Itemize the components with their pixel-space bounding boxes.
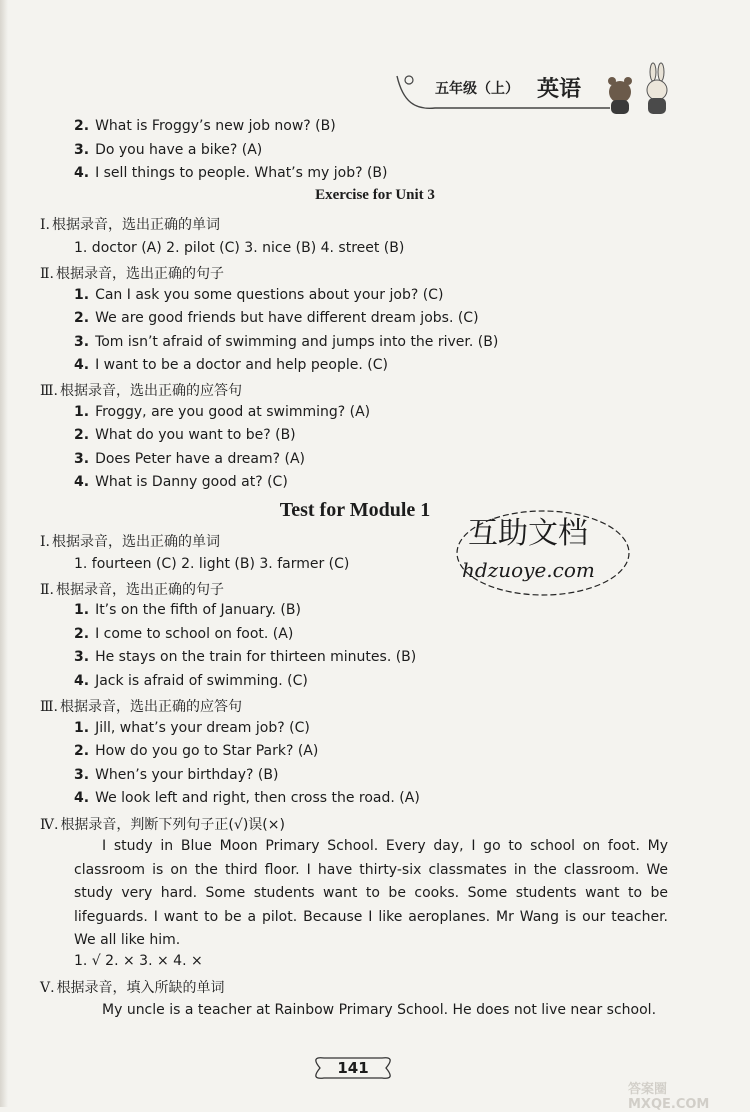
answer-line: 1. fourteen (C) 2. light (B) 3. farmer (C) (74, 556, 350, 572)
section-heading: Ⅰ. 根据录音，选出正确的单词 (40, 217, 220, 233)
corner-watermark: 答案圈 MXQE.COM (628, 1082, 710, 1112)
watermark-url: hdzuoye.com (462, 558, 595, 582)
listening-passage: I study in Blue Moon Primary School. Every day, I go to school on foot. My classroom is on the third floor. I have thirty-six classmates in the classroom. We study very hard. Some students want to be cooks. Some students want to be lifeguards. I want to be a pilot. Because I like aeroplanes. Mr Wang is our teacher. We all like him. (74, 838, 668, 948)
section-heading: Ⅰ. 根据录音，选出正确的单词 (40, 534, 220, 550)
list-item: 2. What do you want to be? (B) (74, 427, 296, 443)
list-item: 3. Does Peter have a dream? (A) (74, 451, 306, 467)
header-subject: 英语 (537, 77, 582, 102)
list-item: 2. I come to school on foot. (A) (74, 626, 294, 642)
list-item: 2. We are good friends but have different dream jobs. (C) (74, 310, 479, 326)
page-gutter-shadow (0, 0, 8, 1107)
list-item: 4. We look left and right, then cross the road. (A) (74, 790, 420, 806)
test-title: Test for Module 1 (279, 499, 431, 521)
section-heading: Ⅲ. 根据录音，选出正确的应答句 (40, 383, 242, 399)
exercise-title: Exercise for Unit 3 (315, 187, 435, 203)
section-heading: Ⅱ. 根据录音，选出正确的句子 (40, 582, 224, 598)
section-heading: Ⅱ. 根据录音，选出正确的句子 (40, 266, 224, 282)
section-heading: Ⅴ. 根据录音，填入所缺的单词 (40, 980, 225, 996)
list-item: 2. How do you go to Star Park? (A) (74, 743, 319, 759)
list-item: 2. What is Froggy’s new job now? (B) (74, 118, 336, 134)
section-heading: Ⅳ. 根据录音，判断下列句子正(√)误(×) (40, 817, 285, 833)
list-item: 3. Do you have a bike? (A) (74, 142, 263, 158)
list-item: 4. I want to be a doctor and help people. (C) (74, 357, 388, 373)
list-item: 1. It’s on the fifth of January. (B) (74, 602, 301, 618)
header-grade: 五年级（上） (435, 81, 519, 97)
page-number: 141 (310, 1052, 396, 1084)
watermark (448, 498, 638, 608)
page-header (395, 62, 695, 118)
list-item: 1. Can I ask you some questions about your job? (C) (74, 287, 444, 303)
list-item: 3. When’s your birthday? (B) (74, 767, 279, 783)
list-item: 4. I sell things to people. What’s my job? (B) (74, 165, 388, 181)
list-item: 1. Jill, what’s your dream job? (C) (74, 720, 310, 736)
list-item: 3. He stays on the train for thirteen minutes. (B) (74, 649, 417, 665)
list-item: 4. Jack is afraid of swimming. (C) (74, 673, 308, 689)
fill-blank-passage: My uncle is a teacher at Rainbow Primary School. He does not live near school. (102, 1002, 657, 1018)
rabbit-icon (647, 63, 667, 114)
section-heading: Ⅲ. 根据录音，选出正确的应答句 (40, 699, 242, 715)
answer-line: 1. doctor (A) 2. pilot (C) 3. nice (B) 4. street (B) (74, 240, 405, 256)
true-false-answers: 1. √ 2. × 3. × 4. × (74, 953, 203, 969)
watermark-text: 互助文档 (468, 516, 588, 551)
list-item: 4. What is Danny good at? (C) (74, 474, 288, 490)
list-item: 3. Tom isn’t afraid of swimming and jumps into the river. (B) (74, 334, 499, 350)
bear-icon (608, 77, 632, 114)
list-item: 1. Froggy, are you good at swimming? (A) (74, 404, 371, 420)
